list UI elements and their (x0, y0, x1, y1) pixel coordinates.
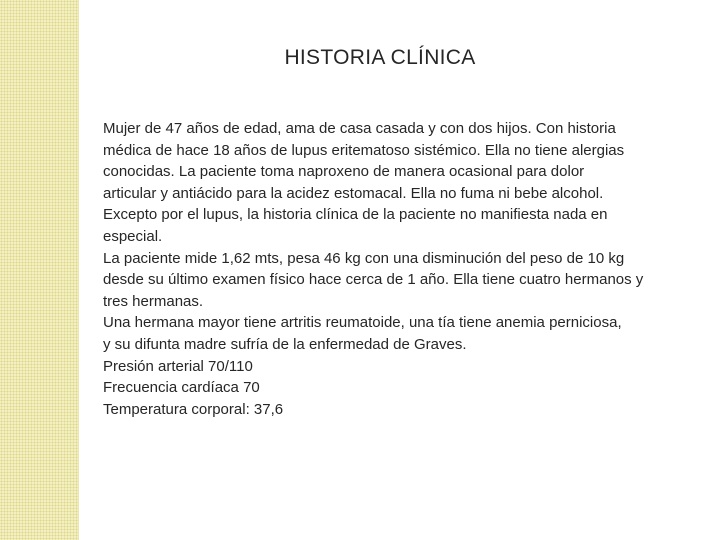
heart-rate-line: Frecuencia cardíaca 70 (103, 379, 260, 397)
clinical-history-text (103, 118, 703, 420)
slide-title: HISTORIA CLÍNICA (284, 46, 476, 69)
text-line: conocidas. La paciente toma naproxeno de manera ocasional para dolor (103, 163, 585, 181)
side-band-divider (78, 0, 79, 540)
text-line: Mujer de 47 años de edad, ama de casa casada y con dos hijos. Con historia (103, 120, 616, 137)
decorative-side-band (0, 0, 78, 540)
text-line: y su difunta madre sufría de la enfermedad de Graves. (103, 335, 467, 353)
text-line: Excepto por el lupus, la historia clínica de la paciente no manifiesta nada en (103, 206, 608, 224)
text-line: articular y antiácido para la acidez estomacal. Ella no fuma ni bebe alcohol. (103, 184, 604, 202)
text-line: La paciente mide 1,62 mts, pesa 46 kg con una disminución del peso de 10 kg (103, 249, 625, 267)
text-line: especial. (103, 227, 163, 245)
blood-pressure-line: Presión arterial 70/110 (103, 357, 253, 375)
text-line: médica de hace 18 años de lupus eritematoso sistémico. Ella no tiene alergias (103, 141, 625, 159)
text-line: Una hermana mayor tiene artritis reumatoide, una tía tiene anemia perniciosa, (103, 314, 622, 332)
temperature-line: Temperatura corporal: 37,6 (103, 400, 284, 418)
text-line: tres hermanas. (103, 292, 204, 310)
text-line: desde su último examen físico hace cerca de 1 año. Ella tiene cuatro hermanos y (103, 271, 644, 289)
